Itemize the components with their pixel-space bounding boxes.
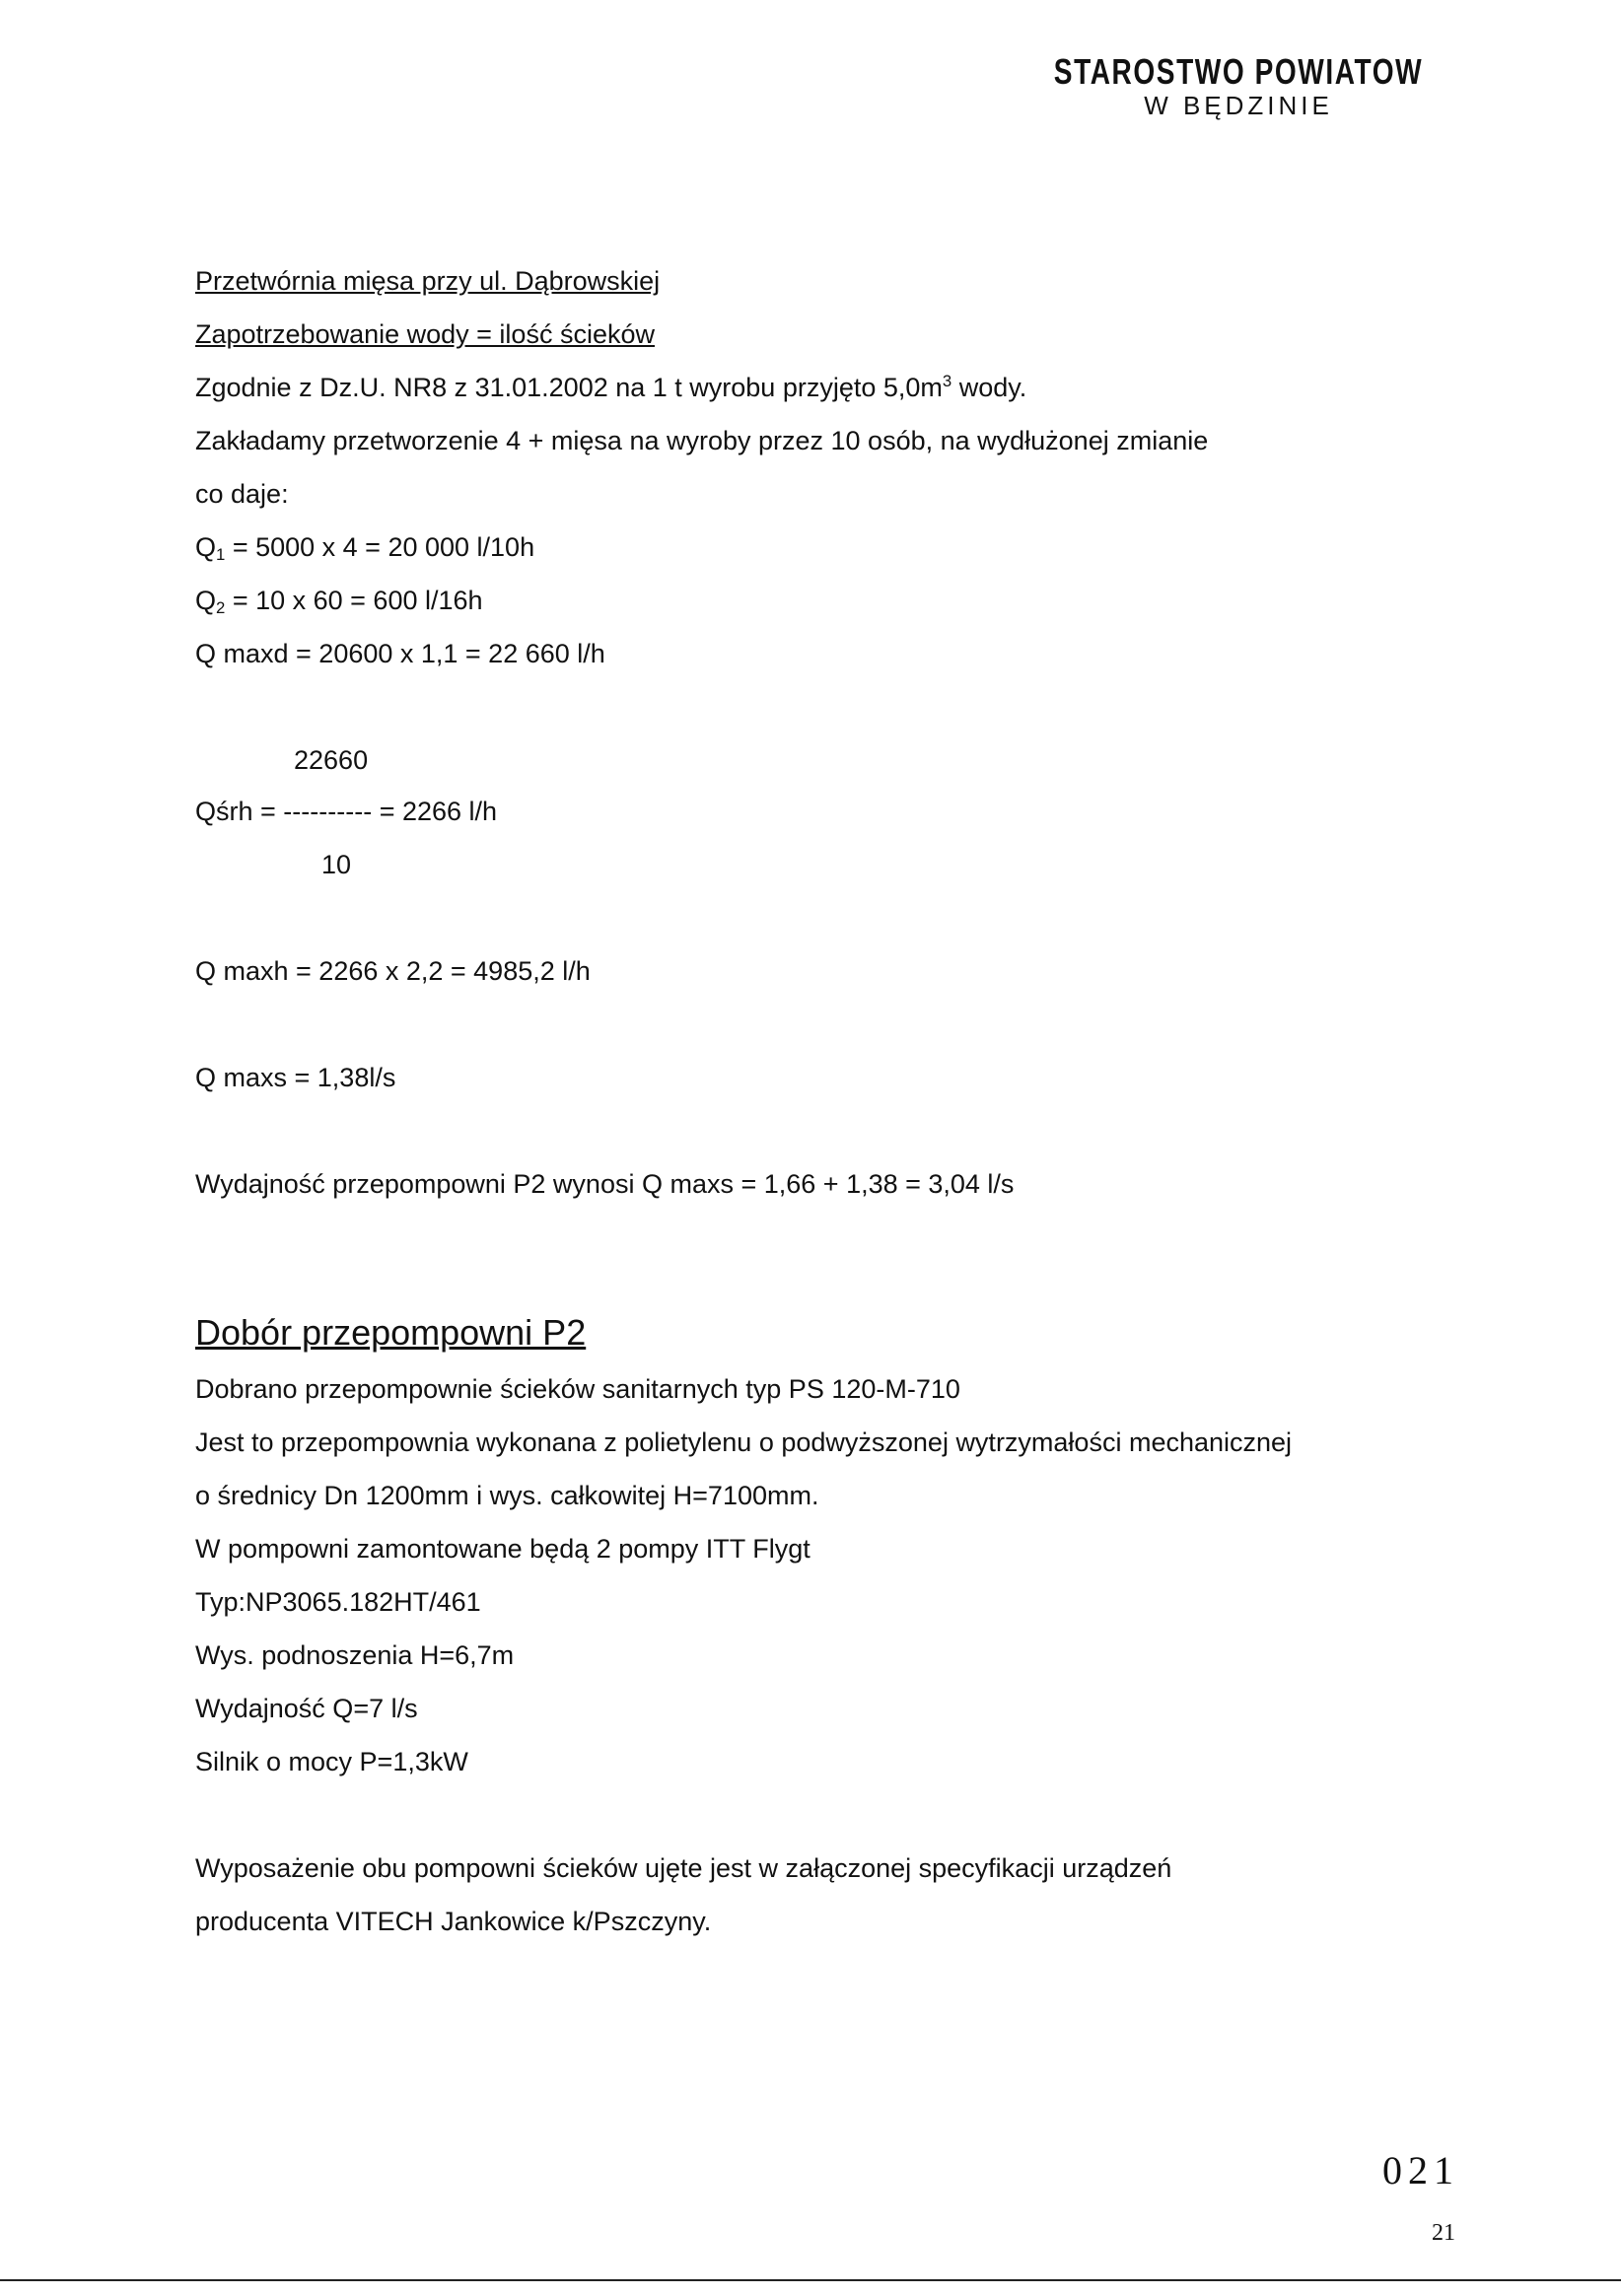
heading-water-demand: Zapotrzebowanie wody = ilość ścieków bbox=[195, 319, 655, 349]
regulation-line: Zgodnie z Dz.U. NR8 z 31.01.2002 na 1 t wyrobu przyjęto $5,0m^3$ wody. bbox=[195, 371, 1027, 402]
section-line: Silnik o mocy P=1,3kW bbox=[195, 1747, 468, 1776]
office-stamp bbox=[1002, 51, 1475, 121]
section-line: Wydajność Q=7 l/s bbox=[195, 1694, 418, 1723]
section-title: Dobór przepompowni P2 bbox=[195, 1312, 587, 1353]
fraction-numerator: 22660 bbox=[294, 745, 369, 775]
section-line: Wys. podnoszenia H=6,7m bbox=[195, 1640, 515, 1670]
stamp-line-2: W BĘDZINIE bbox=[1144, 91, 1333, 120]
capacity-line: Wydajność przepompowni P2 wynosi Q maxs = 1,66 + 1,38 = 3,04 l/s bbox=[195, 1169, 1015, 1199]
section-line: o średnicy Dn 1200mm i wys. całkowitej H=7100mm. bbox=[195, 1481, 819, 1510]
fraction-row: Qśrh = ---------- = 2266 l/h bbox=[195, 797, 498, 826]
closing-line: producenta VITECH Jankowice k/Pszczyny. bbox=[195, 1907, 712, 1936]
qmaxs-formula: Q maxs = 1,38l/s bbox=[195, 1063, 396, 1092]
section-line: Typ:NP3065.182HT/461 bbox=[195, 1587, 481, 1617]
section-line: Jest to przepompownia wykonana z polietylenu o podwyższonej wytrzymałości mechanicznej bbox=[195, 1427, 1293, 1457]
section-line: W pompowni zamontowane będą 2 pompy ITT Flygt bbox=[195, 1534, 810, 1564]
qmaxd-formula: Q maxd = 20600 x 1,1 = 22 660 l/h bbox=[195, 639, 605, 668]
section-line: Dobrano przepompownie ścieków sanitarnych typ PS 120-M-710 bbox=[195, 1374, 960, 1404]
stamp-line-1: STAROSTWO POWIATOW bbox=[1053, 51, 1424, 92]
document-body bbox=[195, 254, 1457, 1948]
q1-formula: $Q_1 = 5000$ x 4 = 20 000 l/10h bbox=[195, 532, 535, 565]
assumption-line: Zakładamy przetworzenie 4 + mięsa na wyroby przez 10 osób, na wydłużonej zmianie bbox=[195, 426, 1209, 455]
qsrh-fraction bbox=[195, 733, 1457, 891]
q2-formula: $Q_2 = 10$ x 60 = 600 l/16h bbox=[195, 586, 483, 618]
heading-plant: Przetwórnia mięsa przy ul. Dąbrowskiej bbox=[195, 266, 661, 296]
qmaxh-formula: Q maxh = 2266 x 2,2 = 4985,2 l/h bbox=[195, 956, 591, 986]
bottom-divider bbox=[0, 2279, 1621, 2281]
gives-line: co daje: bbox=[195, 479, 289, 509]
page-number: 21 bbox=[1432, 2220, 1455, 2246]
fraction-denominator: 10 bbox=[321, 850, 352, 879]
document-code: 021 bbox=[1382, 2148, 1459, 2192]
closing-line: Wyposażenie obu pompowni ścieków ujęte jest w załączonej specyfikacji urządzeń bbox=[195, 1853, 1172, 1883]
